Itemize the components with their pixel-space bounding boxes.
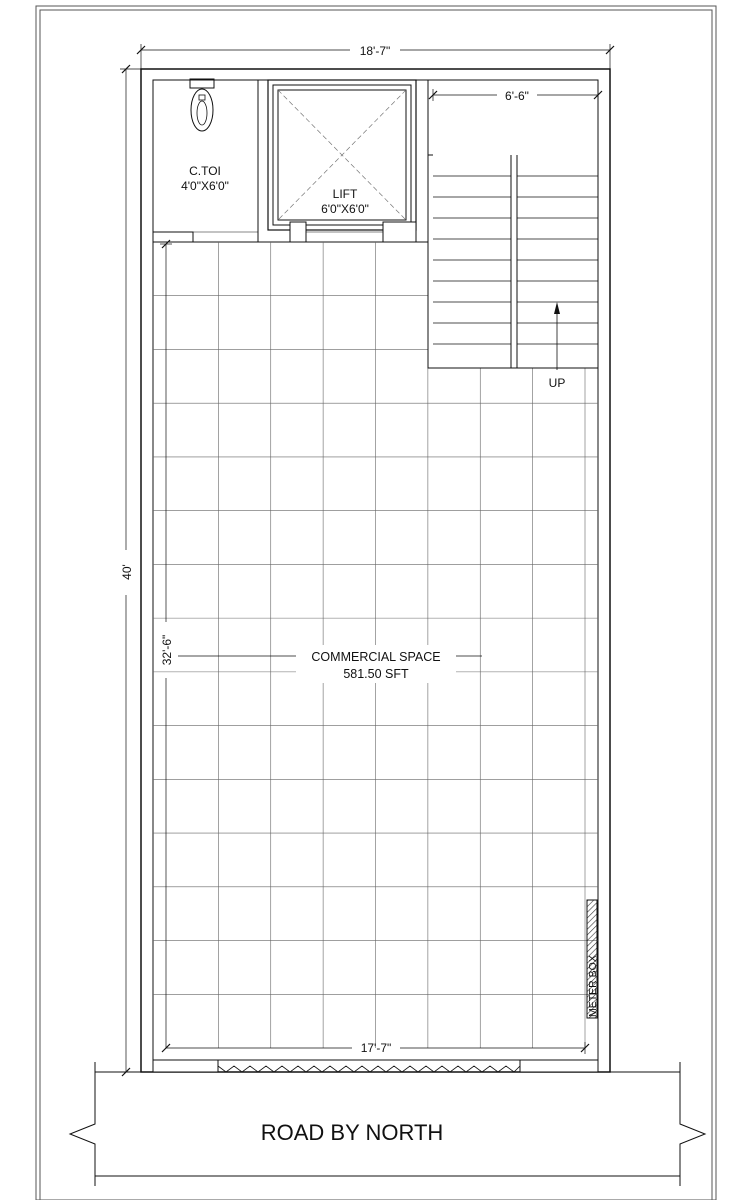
road-break-left-icon xyxy=(70,1062,95,1186)
dimension-inner-width-label: 17'-7" xyxy=(360,1041,392,1055)
rolling-shutter xyxy=(218,1066,520,1072)
stair-up-label: UP xyxy=(548,376,566,390)
lift-size: 6'0"X6'0" xyxy=(321,202,369,216)
commercial-space-name: COMMERCIAL SPACE xyxy=(311,650,441,664)
page-frame xyxy=(36,6,716,1200)
toilet-size: 4'0"X6'0" xyxy=(181,179,229,193)
road-label: ROAD BY NORTH xyxy=(260,1120,444,1145)
dimension-overall-depth-label: 40' xyxy=(120,564,134,580)
lift-shaft xyxy=(258,80,428,242)
opening-jamb-right xyxy=(520,1060,598,1072)
dimension-inner-depth-label: 32'-6" xyxy=(160,634,174,666)
toilet-name: C.TOI xyxy=(189,164,221,178)
toilet-room xyxy=(153,79,258,242)
commercial-space-area: 581.50 SFT xyxy=(343,667,409,681)
toilet-fixture-icon xyxy=(190,79,214,131)
dimension-overall-width-label: 18'-7" xyxy=(359,44,391,58)
dimension-stair-width-label: 6'-6" xyxy=(505,89,529,103)
meter-box-label: METER BOX xyxy=(587,955,599,1017)
lift-name: LIFT xyxy=(332,187,358,201)
opening-jamb-left xyxy=(153,1060,218,1072)
staircase xyxy=(428,80,598,370)
road-break-right-icon xyxy=(680,1062,705,1186)
